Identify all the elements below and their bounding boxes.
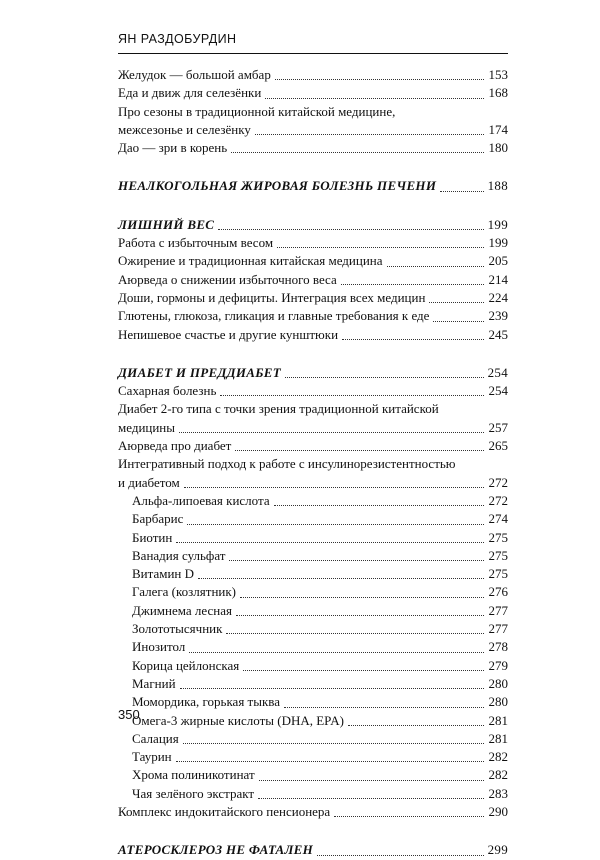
toc-chapter[interactable]	[118, 364, 508, 382]
toc-chapter[interactable]	[118, 177, 508, 195]
toc-entry-title: Ожирение и традиционная китайская медицина	[118, 253, 383, 269]
dot-leader	[231, 152, 484, 153]
dot-leader	[236, 615, 484, 616]
toc-subentry-title: Чая зелёного экстракт	[132, 785, 255, 801]
toc-entry[interactable]	[118, 103, 508, 140]
toc-subentry[interactable]	[118, 565, 508, 583]
dot-leader	[176, 542, 484, 543]
toc-entry-title: Глютены, глюкоза, гликация и главные требования к еде	[118, 308, 430, 324]
toc-entry-title-line2: и диабетом	[118, 474, 180, 490]
toc-subentry[interactable]	[118, 547, 508, 565]
toc-chapter-title: ДИАБЕТ И ПРЕДДИАБЕТ	[118, 364, 281, 380]
toc-subentry-title: Хрома полиникотинат	[132, 767, 255, 783]
toc-entry-page: 272	[488, 474, 508, 490]
toc-entry-page: 257	[488, 419, 508, 435]
dot-leader	[284, 707, 484, 708]
toc-subentry-title: Джимнема лесная	[132, 602, 232, 618]
dot-leader	[277, 247, 484, 248]
toc-subentry-title: Корица цейлонская	[132, 657, 240, 673]
toc-entry-page: 290	[488, 803, 508, 819]
toc-entry-page: 254	[488, 383, 508, 399]
toc-entry-page: 174	[488, 121, 508, 137]
toc-subentry[interactable]	[118, 620, 508, 638]
toc-entry[interactable]	[118, 437, 508, 455]
dot-leader	[240, 597, 484, 598]
dot-leader	[429, 302, 484, 303]
toc-subentry-page: 281	[488, 730, 508, 746]
toc-entry[interactable]	[118, 84, 508, 102]
toc-chapter[interactable]	[118, 216, 508, 234]
toc-entry-page: 168	[488, 85, 508, 101]
toc-subentry[interactable]	[118, 785, 508, 803]
toc-entry[interactable]	[118, 326, 508, 344]
toc-entry-title: Комплекс индокитайского пенсионера	[118, 803, 331, 819]
toc-subentry[interactable]	[118, 712, 508, 730]
dot-leader	[243, 670, 484, 671]
dot-leader	[440, 191, 483, 192]
toc-chapter-page: 254	[487, 364, 508, 380]
dot-leader	[229, 560, 484, 561]
toc-entry-title: Дао — зри в корень	[118, 140, 228, 156]
toc-subentry[interactable]	[118, 748, 508, 766]
toc-subentry-page: 275	[488, 547, 508, 563]
toc-entry[interactable]	[118, 234, 508, 252]
toc-subentry-page: 280	[488, 694, 508, 710]
toc-entry-page: 214	[488, 271, 508, 287]
toc-entry[interactable]	[118, 307, 508, 325]
running-header: ЯН РАЗДОБУРДИН	[118, 32, 237, 46]
toc-subentry-page: 277	[488, 621, 508, 637]
toc-entry-title: Сахарная болезнь	[118, 383, 217, 399]
toc-subentry[interactable]	[118, 693, 508, 711]
toc-subentry-title: Альфа-липоевая кислота	[132, 492, 270, 508]
toc-entry[interactable]	[118, 139, 508, 157]
toc-entry-title-line1: Про сезоны в традиционной китайской медицине,	[118, 103, 396, 119]
toc-subentry[interactable]	[118, 730, 508, 748]
toc-chapter-title: АТЕРОСКЛЕРОЗ НЕ ФАТАЛЕН	[118, 842, 314, 858]
toc-entry-page: 199	[488, 235, 508, 251]
toc-subentry-title: Инозитол	[132, 639, 186, 655]
toc-entry-page: 245	[488, 326, 508, 342]
dot-leader	[180, 688, 484, 689]
toc-entry-title: Аюрведа про диабет	[118, 438, 232, 454]
toc-entry[interactable]	[118, 271, 508, 289]
toc-subentry[interactable]	[118, 510, 508, 528]
toc-subentry[interactable]	[118, 657, 508, 675]
toc-entry-title: Работа с избыточным весом	[118, 235, 274, 251]
toc-subentry-page: 282	[488, 767, 508, 783]
toc-subentry-title: Омега-3 жирные кислоты (DHA, EPA)	[132, 712, 344, 728]
dot-leader	[285, 377, 484, 378]
toc-subentry-page: 272	[488, 492, 508, 508]
toc-subentry[interactable]	[118, 638, 508, 656]
toc-entry-page: 205	[488, 253, 508, 269]
toc-entry[interactable]	[118, 252, 508, 270]
toc-subentry-page: 280	[488, 675, 508, 691]
dot-leader	[334, 816, 484, 817]
dot-leader	[348, 725, 484, 726]
toc-subentry[interactable]	[118, 602, 508, 620]
dot-leader	[235, 450, 484, 451]
toc-chapter[interactable]	[118, 841, 508, 859]
toc-subentry-title: Галега (козлятник)	[132, 584, 237, 600]
toc-entry[interactable]	[118, 382, 508, 400]
header-rule	[118, 53, 508, 54]
dot-leader	[198, 578, 484, 579]
dot-leader	[255, 134, 484, 135]
toc-chapter-title: НЕАЛКОГОЛЬНАЯ ЖИРОВАЯ БОЛЕЗНЬ ПЕЧЕНИ	[118, 178, 437, 194]
dot-leader	[342, 339, 484, 340]
toc-entry-page: 153	[488, 67, 508, 82]
dot-leader	[226, 633, 484, 634]
toc-chapter-page: 299	[487, 842, 508, 858]
toc-subentry[interactable]	[118, 492, 508, 510]
toc-chapter-title: ЛИШНИЙ ВЕС	[118, 216, 215, 232]
toc-entry-page: 180	[488, 140, 508, 156]
dot-leader	[265, 98, 484, 99]
toc-chapter-page: 188	[487, 178, 508, 194]
dot-leader	[258, 798, 484, 799]
dot-leader	[317, 855, 484, 856]
toc-chapter-page: 199	[487, 216, 508, 232]
table-of-contents	[118, 66, 508, 860]
toc-subentry-page: 282	[488, 749, 508, 765]
toc-subentry-page: 277	[488, 602, 508, 618]
dot-leader	[189, 652, 484, 653]
toc-subentry[interactable]	[118, 529, 508, 547]
toc-subentry[interactable]	[118, 766, 508, 784]
toc-entry-title-line2: медицины	[118, 419, 176, 435]
dot-leader	[179, 432, 484, 433]
dot-leader	[187, 524, 484, 525]
toc-subentry-page: 283	[488, 785, 508, 801]
toc-entry-title: Еда и движ для селезёнки	[118, 85, 262, 101]
dot-leader	[218, 229, 483, 230]
toc-entry-page: 224	[488, 289, 508, 305]
dot-leader	[341, 284, 484, 285]
toc-subentry-title: Салация	[132, 730, 179, 746]
toc-subentry-page: 279	[488, 657, 508, 673]
toc-entry-title: Желудок — большой амбар	[118, 67, 271, 82]
toc-subentry-page: 276	[488, 584, 508, 600]
dot-leader	[387, 266, 484, 267]
dot-leader	[259, 780, 484, 781]
toc-subentry-page: 275	[488, 566, 508, 582]
dot-leader	[274, 505, 484, 506]
toc-entry-title: Непишевое счастье и другие кунштюки	[118, 326, 339, 342]
toc-entry-page: 265	[488, 438, 508, 454]
dot-leader	[176, 761, 484, 762]
toc-entry-page: 239	[488, 308, 508, 324]
toc-entry[interactable]	[118, 289, 508, 307]
dot-leader	[433, 321, 484, 322]
page-number: 350	[118, 707, 140, 722]
toc-subentry[interactable]	[118, 583, 508, 601]
dot-leader	[220, 395, 484, 396]
dot-leader	[184, 487, 484, 488]
toc-subentry-title: Ванадия сульфат	[132, 547, 226, 563]
toc-entry-title: Аюрведа о снижении избыточного веса	[118, 271, 337, 287]
toc-subentry-title: Таурин	[132, 749, 172, 765]
toc-subentry-title: Витамин D	[132, 566, 195, 582]
toc-subentry-page: 275	[488, 529, 508, 545]
toc-entry-title-line1: Диабет 2-го типа с точки зрения традиционной китайской	[118, 401, 439, 417]
dot-leader	[183, 743, 484, 744]
toc-subentry-title: Магний	[132, 675, 176, 691]
toc-subentry-title: Момордика, горькая тыква	[132, 694, 281, 710]
toc-entry[interactable]	[118, 66, 508, 84]
toc-subentry-page: 278	[488, 639, 508, 655]
toc-subentry[interactable]	[118, 675, 508, 693]
dot-leader	[275, 79, 484, 80]
toc-entry[interactable]	[118, 803, 508, 821]
toc-entry-title-line1: Интегративный подход к работе с инсулинорезистентностью	[118, 456, 456, 472]
toc-subentry-page: 281	[488, 712, 508, 728]
toc-subentry-page: 274	[488, 511, 508, 527]
toc-entry[interactable]	[118, 455, 508, 492]
toc-subentry-title: Биотин	[132, 529, 173, 545]
toc-entry[interactable]	[118, 400, 508, 437]
toc-subentry-title: Золототысячник	[132, 621, 223, 637]
toc-subentry-title: Барбарис	[132, 511, 184, 527]
toc-entry-title-line2: межсезонье и селезёнку	[118, 121, 251, 137]
toc-entry-title: Доши, гормоны и дефициты. Интеграция всех медицин	[118, 289, 426, 305]
